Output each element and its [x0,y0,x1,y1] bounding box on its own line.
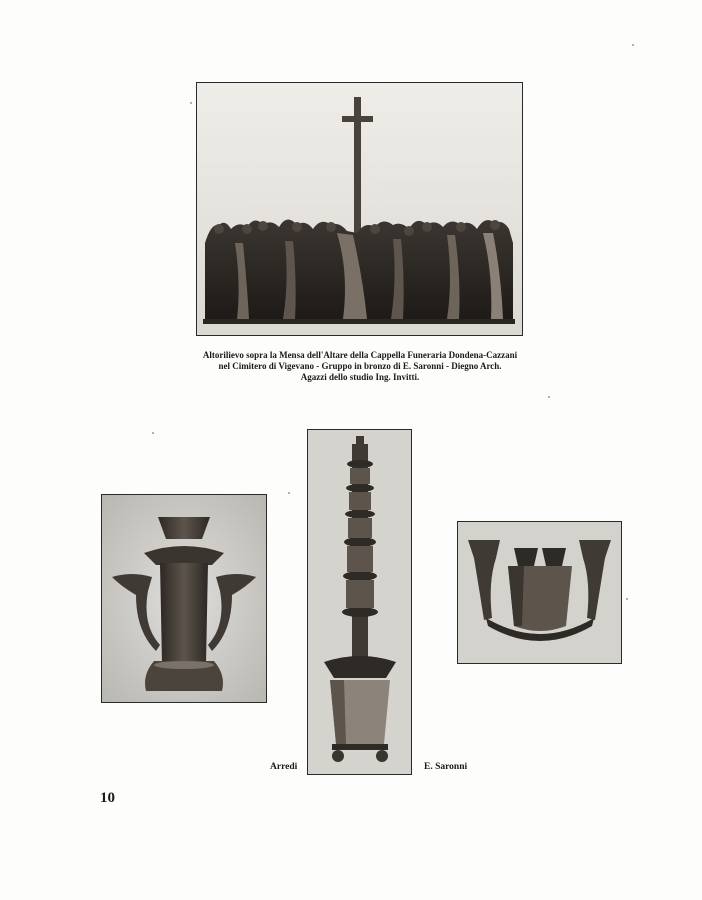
furnishings-label: Arredi [270,762,298,772]
author-label: E. Saronni [424,762,468,772]
relief-caption [180,350,540,383]
print-speck [632,44,634,46]
print-speck [152,432,154,434]
sconce-photo [457,521,622,664]
print-speck [288,492,290,494]
candlestick-photo [307,429,412,775]
caption-line-3: Agazzi dello studio Ing. Invitti. [300,372,420,382]
candelabra-photo [101,494,267,703]
relief-photo [196,82,523,336]
print-speck [626,598,628,600]
print-speck [190,102,192,104]
print-speck [548,396,550,398]
caption-line-2: nel Cimitero di Vigevano - Gruppo in bronzo di E. Saronni - Diegno Arch. [218,361,502,371]
caption-line-1: Altorilievo sopra la Mensa dell'Altare della Cappella Funeraria Dondena-Cazzani [202,350,518,360]
page-number: 10 [100,790,115,806]
